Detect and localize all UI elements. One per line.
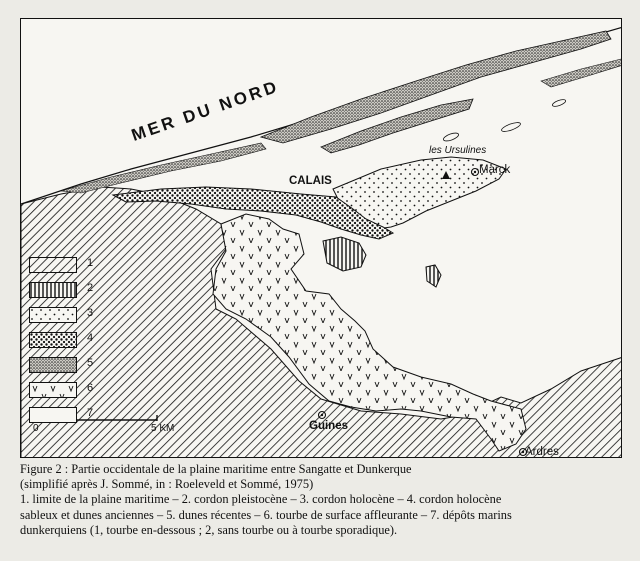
legend-number: 1 (87, 257, 94, 269)
place-label-marck: Marck (479, 164, 511, 176)
recent-dunes-east (541, 59, 622, 87)
place-label-ursulines: les Ursulines (429, 145, 487, 156)
legend-swatch-blank (29, 407, 77, 423)
recent-dunes-coast (61, 143, 266, 193)
legend-number: 6 (87, 382, 94, 394)
legend-item (29, 332, 119, 348)
pleistocene-cordon-small (426, 265, 441, 287)
recent-dunes-main (261, 31, 611, 143)
legend-swatch-sparse-dots (29, 307, 77, 323)
caption-legend-line: sableux et dunes anciennes – 5. dunes récentes – 6. tourbe de surface affleurante – 7. dépôts marins (20, 507, 512, 522)
offshore-bank (501, 121, 522, 133)
figure-caption (20, 462, 625, 538)
legend-number: 2 (87, 282, 94, 294)
caption-title: Figure 2 : Partie occidentale de la plaine maritime entre Sangatte et Dunkerque (20, 462, 412, 476)
legend-item (29, 282, 119, 298)
sea-label: MER DU NORD (129, 76, 282, 145)
legend-swatch-dense-dots (29, 332, 77, 348)
place-label-ardres: Ardres (525, 446, 559, 458)
legend-item (29, 382, 119, 398)
legend-swatch-v-marks (29, 382, 77, 398)
place-label-calais: CALAIS (289, 175, 332, 187)
offshore-bank-3 (552, 98, 567, 107)
map-frame (20, 18, 622, 458)
caption-legend-line: dunkerquiens (1, tourbe en-dessous ; 2, sans tourbe ou à tourbe sporadique). (20, 522, 398, 537)
legend-item (29, 407, 119, 423)
legend-item (29, 307, 119, 323)
legend (29, 257, 119, 432)
ardres-marker-dot (522, 451, 524, 453)
marck-marker-dot (474, 171, 476, 173)
offshore-bank-2 (442, 131, 459, 142)
legend-item (29, 357, 119, 373)
legend-number: 3 (87, 307, 94, 319)
legend-number: 4 (87, 332, 94, 344)
scale-label-end: 5 KM (151, 423, 175, 434)
scale-label-start: 0 (33, 423, 39, 434)
legend-swatch-stipple (29, 357, 77, 373)
pleistocene-cordon (323, 237, 366, 271)
place-label-guines: Guines (309, 420, 348, 432)
caption-source: (simplifié après J. Sommé, in : Roeleveld et Sommé, 1975) (20, 477, 314, 492)
legend-item (29, 257, 119, 273)
legend-number: 5 (87, 357, 94, 369)
guines-marker-dot (321, 414, 323, 416)
legend-swatch-diagonal-hatch (29, 257, 77, 273)
legend-swatch-vertical-hatch (29, 282, 77, 298)
legend-number: 7 (87, 407, 94, 419)
caption-legend-line: 1. limite de la plaine maritime – 2. cordon pleistocène – 3. cordon holocène – 4. cordon holocène (20, 492, 502, 507)
